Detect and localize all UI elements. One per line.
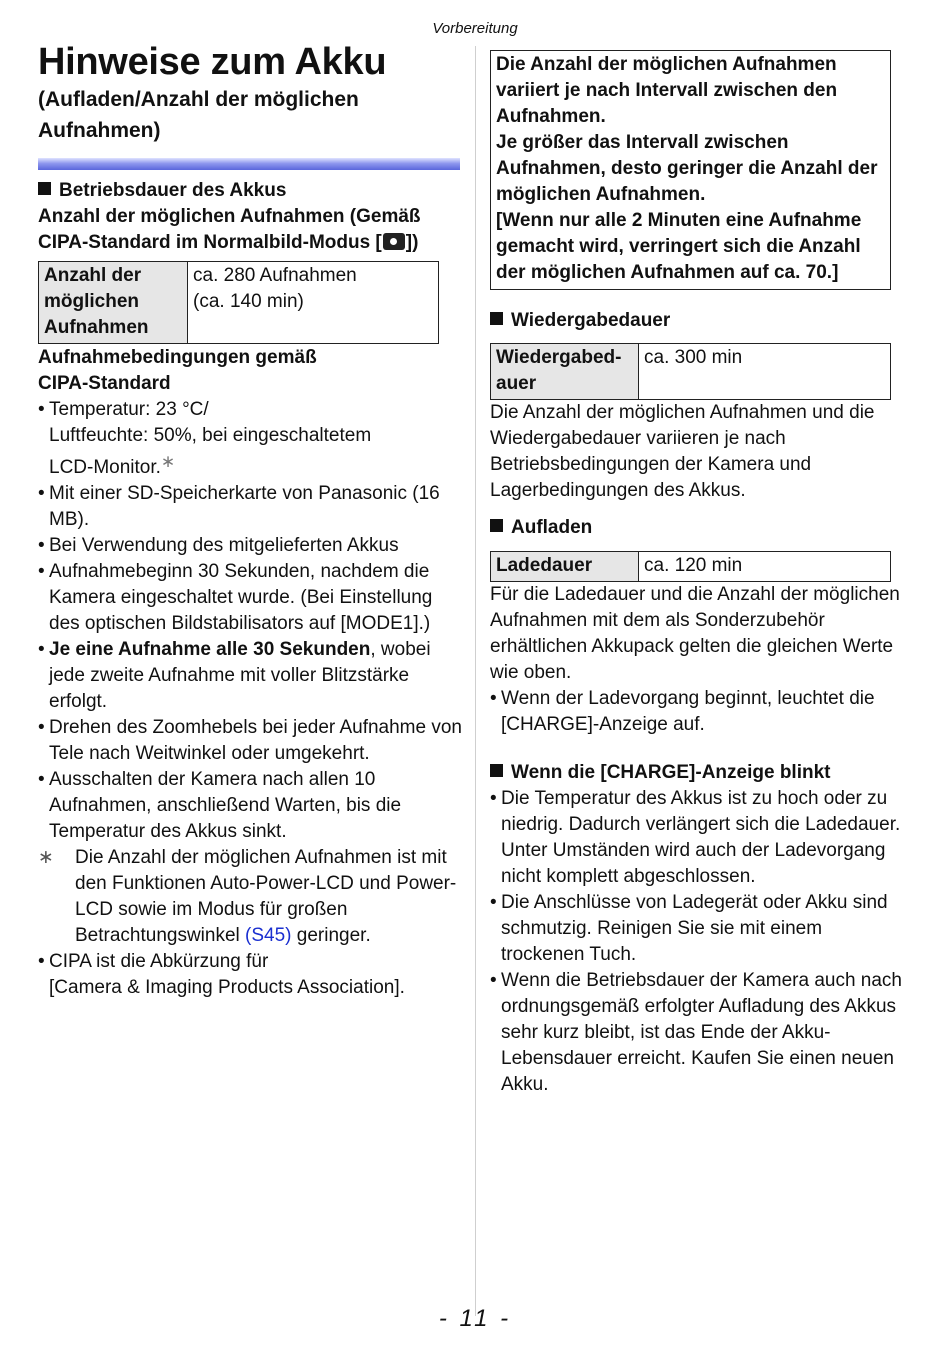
page-number: - 11 - <box>438 1305 512 1332</box>
list-item-charge-indicator: • Wenn der Ladevorgang beginnt, leuchtet die [CHARGE]-Anzeige auf. <box>490 686 910 738</box>
section-heading-text: Wenn die [CHARGE]-Anzeige blinkt <box>511 762 831 783</box>
interval-note-box <box>490 50 891 290</box>
list-item-interval <box>38 637 463 715</box>
playback-table <box>490 343 891 400</box>
page-subtitle: (Aufladen/Anzahl der möglichen Aufnahmen) <box>38 88 359 142</box>
footnote-end: geringer. <box>291 925 371 946</box>
section-heading-playback <box>490 308 910 334</box>
list-item-zoom: • Drehen des Zoomhebels bei jeder Aufnahme von Tele nach Weitwinkel oder umgekehrt. <box>38 715 463 767</box>
playback-table-value: ca. 300 min <box>639 344 891 400</box>
box-paragraph-2: Je größer das Intervall zwischen Aufnahmen, desto geringer die Anzahl der möglichen Aufnahmen. <box>496 132 878 205</box>
list-item-shutdown: • Ausschalten der Kamera nach allen 10 Aufnahmen, anschließend Warten, bis die Temperatur des Akkus sinkt. <box>38 767 463 845</box>
shots-table <box>38 261 439 344</box>
list-item-sd-card: • Mit einer SD-Speicherkarte von Panasonic (16 MB). <box>38 481 463 533</box>
list-item-battery-lifetime: • Wenn die Betriebsdauer der Kamera auch nach ordnungsgemäß erfolgter Aufladung des Akkus sehr kurz bleibt, ist das Ende der Akku-Lebensdauer erreicht. Kaufen Sie einen neuen Akku. <box>490 968 910 1098</box>
section-heading-charging <box>490 515 910 541</box>
section-heading-text: Aufladen <box>511 517 593 538</box>
footnote-text: Die Anzahl der möglichen Aufnahmen ist mit den Funktionen Auto-Power-LCD und Power-LCD sowie im Modus für großen Betrachtungswinkel <box>75 847 457 946</box>
footnote-asterisk: ∗ <box>38 847 54 868</box>
square-bullet-icon <box>38 182 51 195</box>
title-underline-bar <box>38 158 460 170</box>
playback-table-label <box>491 344 639 400</box>
section-heading-text: Wiedergabedauer <box>511 310 671 331</box>
shots-table-label: Anzahl der möglichen Aufnahmen <box>39 262 188 344</box>
list-item-battery: • Bei Verwendung des mitgelieferten Akkus <box>38 533 463 559</box>
conditions-heading: Aufnahmebedingungen gemäß CIPA-Standard <box>38 347 317 394</box>
shots-value-line2: (ca. 140 min) <box>193 291 304 312</box>
temp-line2: Luftfeuchte: 50%, bei eingeschaltetem <box>49 425 372 446</box>
temp-line1: • Temperatur: 23 °C/ <box>49 399 209 420</box>
square-bullet-icon <box>490 312 503 325</box>
column-divider <box>475 46 476 1316</box>
left-column <box>38 40 463 1001</box>
charging-table <box>490 551 891 582</box>
charging-table-label: Ladedauer <box>491 552 639 582</box>
shots-table-value <box>188 262 439 344</box>
charging-paragraph: Für die Ladedauer und die Anzahl der möglichen Aufnahmen mit dem als Sonderzubehör erhältlichen Akkupack gelten die gleichen Werte wie oben. <box>490 584 900 683</box>
section-heading-battery-life <box>38 178 463 204</box>
playback-label-line2: auer <box>496 373 537 394</box>
interval-rest-text: , wobei jede zweite Aufnahme mit voller Blitzstärke erfolgt. <box>49 639 431 712</box>
section-heading-charge-blinks <box>490 760 910 786</box>
page-reference-link[interactable]: (S45) <box>245 925 292 946</box>
box-paragraph-1: Die Anzahl der möglichen Aufnahmen variiert je nach Intervall zwischen den Aufnahmen. <box>496 54 838 127</box>
subheading-end: ]) <box>405 232 419 253</box>
subheading-text: Anzahl der möglichen Aufnahmen (Gemäß CIPA-Standard im Normalbild-Modus [ <box>38 206 421 253</box>
list-item-temperature <box>38 397 463 481</box>
camera-mode-icon <box>383 233 405 250</box>
interval-bold-text: Je eine Aufnahme alle 30 Sekunden <box>49 639 371 660</box>
cipa-line1: • CIPA ist die Abkürzung für <box>49 951 269 972</box>
list-item-temperature-issue: • Die Temperatur des Akkus ist zu hoch oder zu niedrig. Dadurch verlängert sich die Ladedauer. Unter Umständen wird auch der Ladevorgang nicht komplett abgeschlossen. <box>490 786 910 890</box>
charging-table-value: ca. 120 min <box>639 552 891 582</box>
footnote <box>38 845 463 949</box>
footnote-marker: ∗ <box>160 452 176 471</box>
list-item-cipa <box>38 949 463 1001</box>
list-item-dirty-contacts: • Die Anschlüsse von Ladegerät oder Akku sind schmutzig. Reinigen Sie sie mit einem trockenen Tuch. <box>490 890 910 968</box>
section-header: Vorbereitung <box>432 20 518 37</box>
temp-line3: LCD-Monitor. <box>49 457 161 478</box>
playback-paragraph: Die Anzahl der möglichen Aufnahmen und die Wiedergabedauer variieren je nach Betriebsbedingungen der Kamera und Lagerbedingungen des Akkus. <box>490 402 875 501</box>
section-heading-text: Betriebsdauer des Akkus <box>59 180 287 201</box>
square-bullet-icon <box>490 764 503 777</box>
right-column <box>490 50 910 1098</box>
section-subheading <box>38 204 463 256</box>
playback-label-line1: Wiedergabed- <box>496 347 622 368</box>
shots-value-line1: ca. 280 Aufnahmen <box>193 265 357 286</box>
cipa-line2: [Camera & Imaging Products Association]. <box>49 977 405 998</box>
page-title: Hinweise zum Akku <box>38 41 387 83</box>
list-item-start: • Aufnahmebeginn 30 Sekunden, nachdem die Kamera eingeschaltet wurde. (Bei Einstellung des optischen Bildstabilisators auf [MODE1].) <box>38 559 463 637</box>
box-paragraph-3: [Wenn nur alle 2 Minuten eine Aufnahme gemacht wird, verringert sich die Anzahl der möglichen Aufnahmen auf ca. 70.] <box>496 210 862 283</box>
square-bullet-icon <box>490 519 503 532</box>
